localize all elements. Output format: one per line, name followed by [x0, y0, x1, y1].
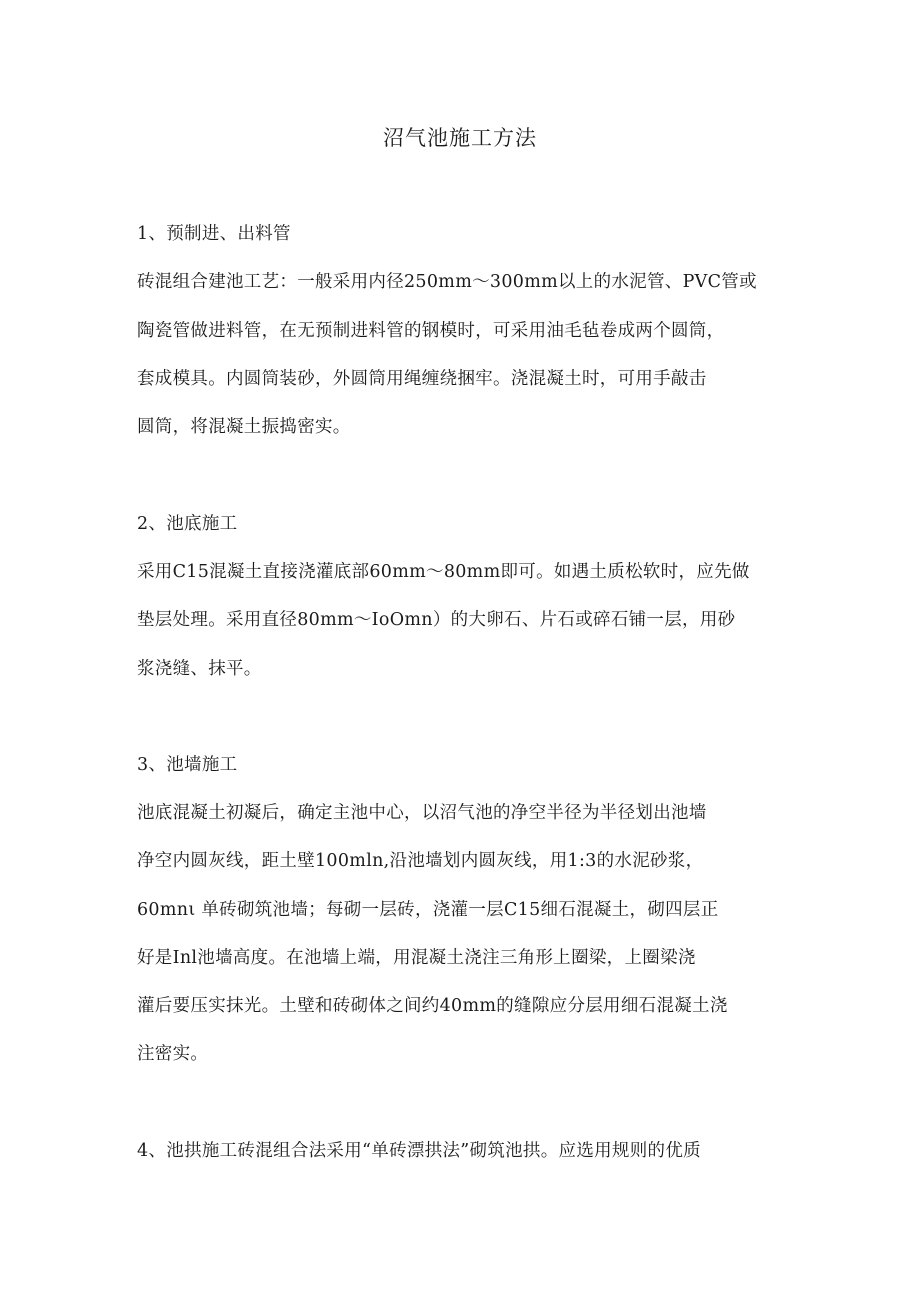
- document-title: 沼气池施工方法: [383, 126, 537, 150]
- section-2-line-1: 采用C15混凝土直接浇灌底部60mm～80mm即可。如遇土质松软时，应先做: [137, 562, 750, 582]
- section-1-line-2: 陶瓷管做进料管，在无预制进料管的钢模时，可采用油毛毡卷成两个圆筒，: [137, 321, 725, 341]
- section-1-heading: 1、预制进、出料管: [137, 224, 291, 244]
- section-2-line-2: 垫层处理。采用直径80mm～IoOmn）的大卵石、片石或碎石铺一层，用砂: [137, 610, 736, 630]
- section-3-line-2: 净空内圆灰线，距土壁100mln,沿池墙划内圆灰线，用1:3的水泥砂浆，: [137, 851, 704, 871]
- section-2-heading: 2、池底施工: [137, 514, 238, 534]
- section-3-line-1: 池底混凝土初凝后，确定主池中心，以沼气池的净空半径为半径划出池墙: [137, 803, 707, 823]
- section-3-heading: 3、池墙施工: [137, 755, 238, 775]
- section-3-line-4: 好是Inl池墙高度。在池墙上端，用混凝土浇注三角形上圈梁，上圈梁浇: [137, 948, 696, 968]
- section-1-line-1: 砖混组合建池工艺：一般采用内径250mm～300mm以上的水泥管、PVC管或: [137, 272, 757, 292]
- section-2-line-3: 浆浇缝、抹平。: [137, 659, 262, 679]
- section-1-line-3: 套成模具。内圆筒装砂，外圆筒用绳缠绕捆牢。浇混凝土时，可用手敲击: [137, 369, 707, 389]
- section-3-line-5: 灌后要压实抹光。土壁和砖砌体之间约40mm的缝隙应分层用细石混凝土浇: [137, 996, 728, 1016]
- section-4-line-1: 4、池拱施工砖混组合法采用“单砖漂拱法”砌筑池拱。应选用规则的优质: [137, 1141, 701, 1161]
- section-3-line-3: 60mnι 单砖砌筑池墙；每砌一层砖，浇灌一层C15细石混凝土，砌四层正: [137, 900, 719, 920]
- section-3-line-6: 注密实。: [137, 1044, 209, 1064]
- section-1-line-4: 圆筒，将混凝土振捣密实。: [137, 417, 351, 437]
